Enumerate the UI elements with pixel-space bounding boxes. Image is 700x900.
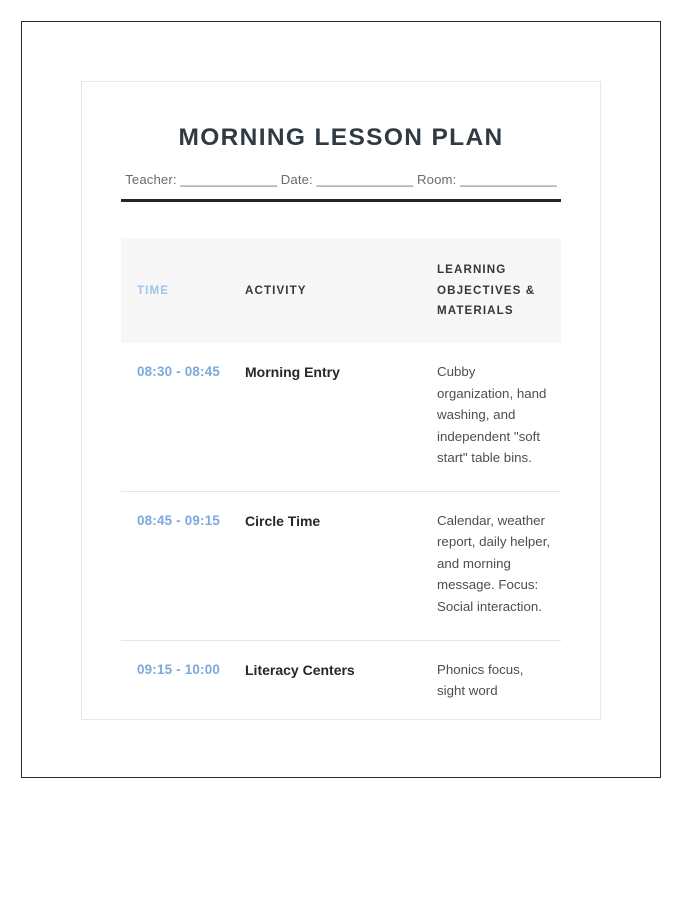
room-field-label: Room: (417, 172, 457, 188)
cell-activity: Morning Entry (245, 364, 340, 381)
column-header-time: TIME (121, 238, 245, 343)
cell-objectives: Cubby organization, hand washing, and independent "soft start" table bins. (437, 364, 547, 466)
title-divider (121, 199, 561, 202)
table-header-row (121, 238, 561, 343)
table-row (121, 343, 561, 491)
fill-in-fields (121, 172, 561, 187)
table-row (121, 491, 561, 640)
cell-objectives: Phonics focus, sight word (437, 640, 561, 724)
teacher-field-label: Teacher: (125, 172, 177, 188)
document-content (81, 81, 601, 724)
cell-objectives: Calendar, weather report, daily helper, and morning message. Focus: Social interaction. (437, 491, 561, 640)
cell-activity: Literacy Centers (245, 640, 437, 724)
cell-time: 08:30 - 08:45 (137, 364, 220, 380)
cell-activity: Circle Time (245, 491, 437, 640)
lesson-plan-table (121, 238, 561, 723)
date-field-label: Date: (280, 172, 313, 188)
date-field-blank[interactable]: _____________ (316, 172, 414, 188)
column-header-objectives: LEARNING OBJECTIVES & MATERIALS (437, 238, 561, 343)
cell-time: 09:15 - 10:00 (121, 640, 245, 724)
teacher-field-blank[interactable]: _____________ (180, 172, 278, 188)
column-header-activity: ACTIVITY (245, 238, 437, 343)
table-row (121, 640, 561, 724)
page-title: MORNING LESSON PLAN (178, 124, 504, 151)
room-field-blank[interactable]: _____________ (460, 172, 557, 188)
cell-time: 08:45 - 09:15 (121, 491, 245, 640)
